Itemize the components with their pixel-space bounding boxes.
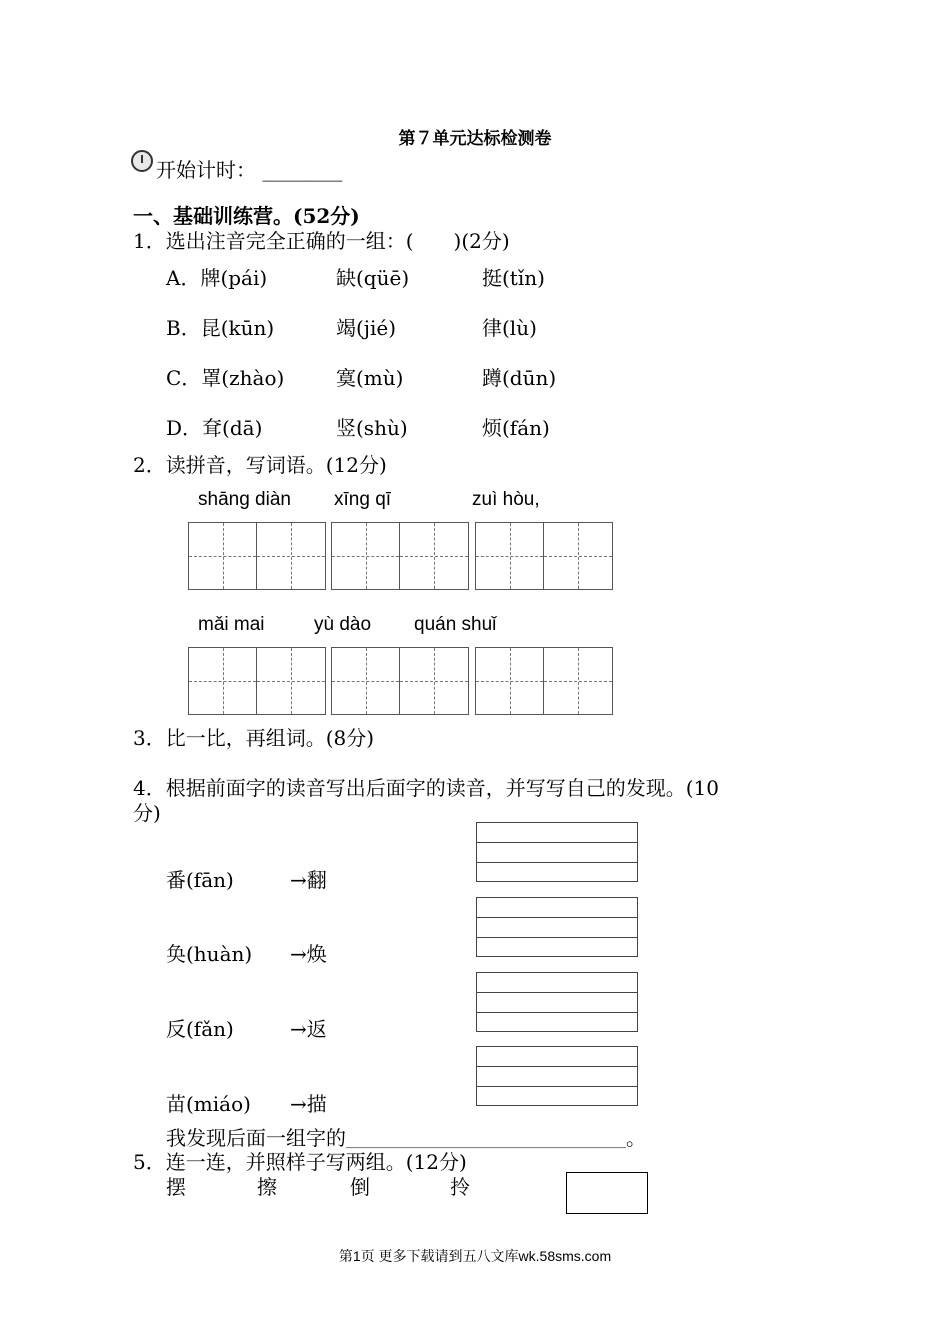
pinyin-5: yù dào [314, 614, 372, 635]
match-char-3: 倒 [350, 1175, 370, 1199]
question-1: 1．选出注音完全正确的一组：( )(2分) [133, 229, 510, 253]
writing-grid[interactable] [475, 522, 613, 590]
match-char-4: 拎 [450, 1175, 470, 1199]
match-char-1: 摆 [166, 1175, 186, 1199]
option-c-3: 蹲(dūn) [482, 366, 557, 390]
match-char-2: 擦 [257, 1175, 277, 1199]
option-b-1: B．昆(kūn) [166, 316, 275, 340]
timer-label: 开始计时： [156, 158, 256, 182]
target-char-3: →返 [290, 1017, 327, 1041]
pinyin-3: zuì hòu, [472, 489, 540, 510]
clock-icon [131, 150, 153, 172]
writing-grid[interactable] [331, 522, 469, 590]
option-a-1: A．牌(pái) [166, 266, 268, 290]
page-title: 第７单元达标检测卷 [398, 129, 552, 149]
answer-box[interactable] [566, 1172, 648, 1214]
source-char-4: 苗(miáo) [166, 1092, 251, 1116]
option-d-2: 竖(shù) [336, 416, 408, 440]
target-char-2: →焕 [290, 942, 327, 966]
pinyin-2: xīng qī [334, 489, 392, 510]
pinyin-6: quán shuǐ [414, 614, 497, 635]
page-footer: 第1页 更多下载请到五八文库wk.58sms.com [338, 1248, 612, 1264]
source-char-2: 奂(huàn) [166, 942, 253, 966]
answer-lines[interactable] [476, 1046, 638, 1106]
source-char-1: 番(fān) [166, 868, 234, 892]
question-4-line1: 4．根据前面字的读音写出后面字的读音，并写写自己的发现。(10 [133, 776, 719, 800]
answer-lines[interactable] [476, 897, 638, 957]
answer-lines[interactable] [476, 972, 638, 1032]
section-heading: 一、基础训练营。(52分) [133, 204, 360, 228]
pinyin-4: mǎi mai [198, 614, 265, 635]
discovery-prefix: 我发现后面一组字的 [166, 1126, 346, 1150]
writing-grid[interactable] [188, 647, 326, 715]
option-c-1: C．罩(zhào) [166, 366, 285, 390]
timer-blank: ________ [262, 158, 343, 182]
writing-grid[interactable] [475, 647, 613, 715]
discovery-blank[interactable]: ________________________________________ [346, 1133, 626, 1149]
question-2: 2．读拼音，写词语。(12分) [133, 453, 387, 477]
option-d-3: 烦(fán) [482, 416, 550, 440]
question-4-line2: 分) [133, 801, 161, 825]
option-a-3: 挺(tǐn) [482, 266, 545, 290]
pinyin-1: shāng diàn [198, 489, 291, 510]
target-char-1: →翻 [290, 868, 327, 892]
timer-row [156, 154, 342, 183]
option-d-1: D．耷(dā) [166, 416, 263, 440]
discovery-end: 。 [626, 1126, 646, 1150]
answer-lines[interactable] [476, 822, 638, 882]
target-char-4: →描 [290, 1092, 327, 1116]
option-a-2: 缺(qüē) [336, 266, 410, 290]
question-5: 5．连一连，并照样子写两组。(12分) [133, 1150, 467, 1174]
writing-grid[interactable] [188, 522, 326, 590]
source-char-3: 反(fǎn) [166, 1017, 234, 1041]
option-c-2: 寞(mù) [336, 366, 404, 390]
option-b-2: 竭(jié) [336, 316, 397, 340]
writing-grid[interactable] [331, 647, 469, 715]
option-b-3: 律(lù) [482, 316, 537, 340]
question-3: 3．比一比，再组词。(8分) [133, 726, 375, 750]
